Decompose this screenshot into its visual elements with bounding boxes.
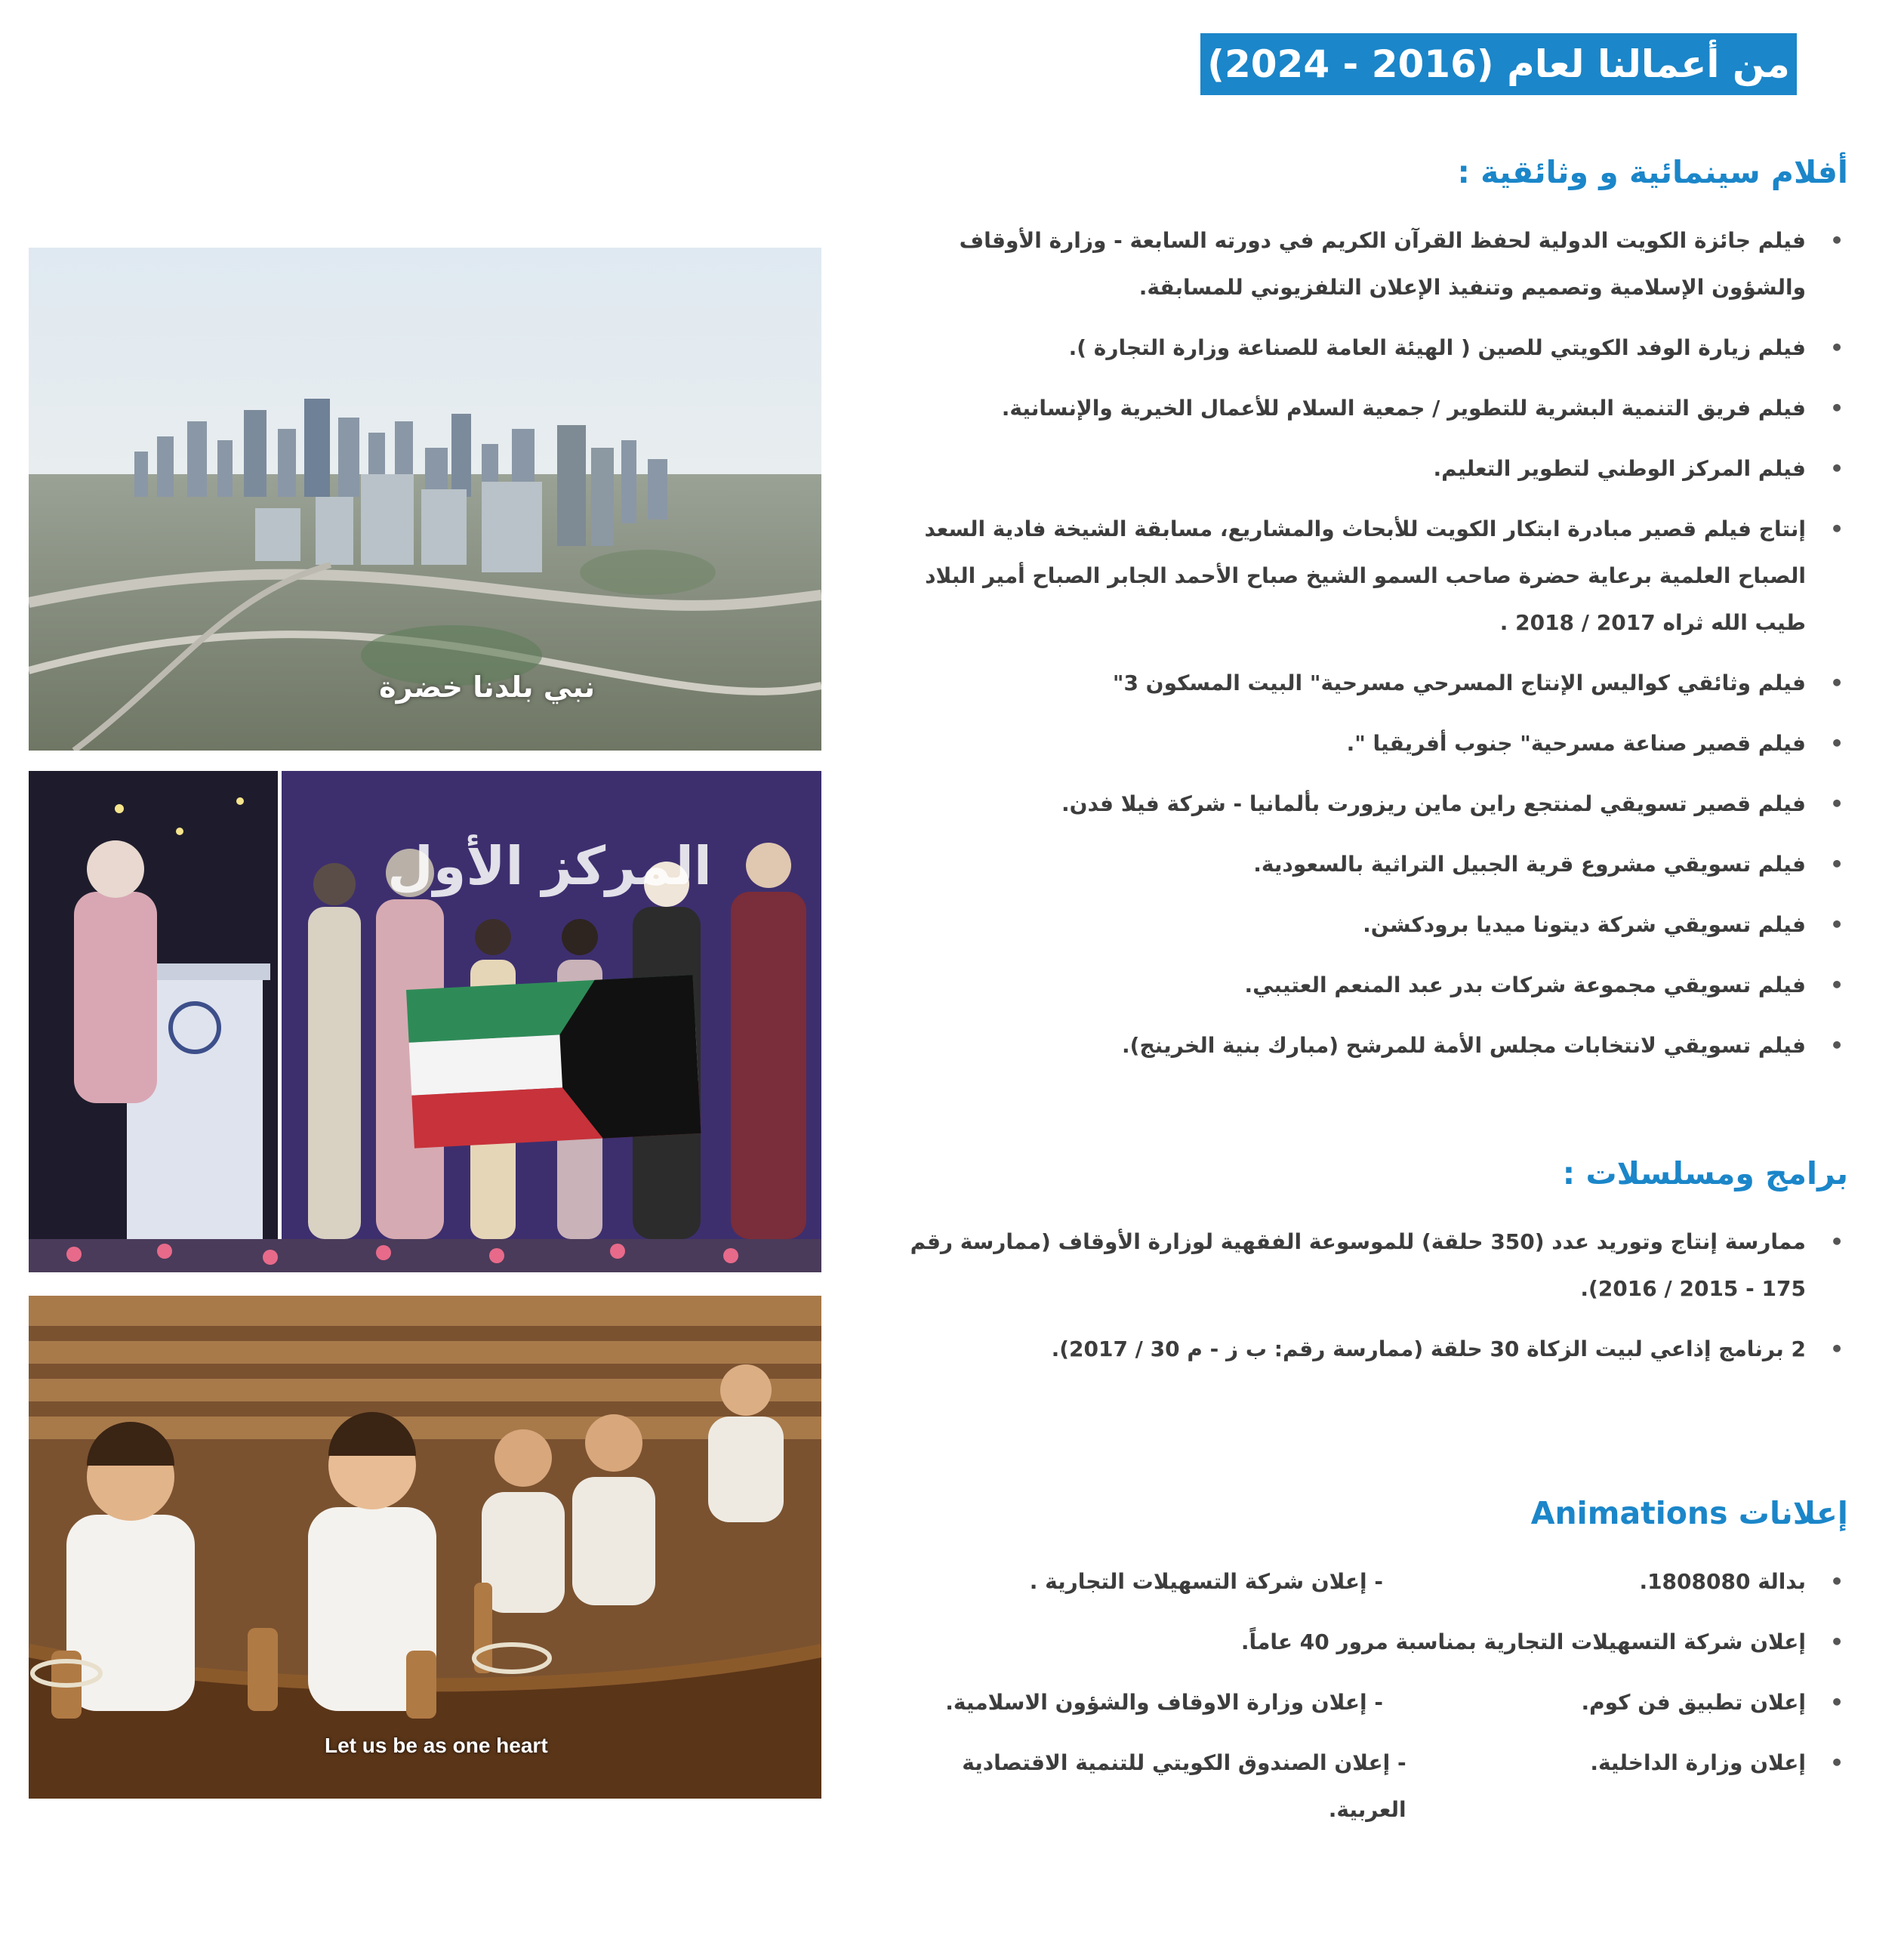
- list-item: [906, 1619, 1848, 1666]
- list-item: • فيلم جائزة الكويت الدولية لحفظ القرآن الكريم في دورته السابعة - وزارة الأوقاف والشؤون الإسلامية وتصميم وتنفيذ الإعلان التلفزيوني للمسابقة.: [906, 217, 1848, 311]
- list-item: • فيلم المركز الوطني لتطوير التعليم.: [906, 445, 1848, 492]
- films-heading: أفلام سينمائية و وثائقية :: [1457, 154, 1848, 190]
- list-item: • فيلم قصير صناعة مسرحية" جنوب أفريقيا ".: [906, 720, 1848, 767]
- list-item: • فيلم زيارة الوفد الكويتي للصين ( الهيئة العامة للصناعة وزارة التجارة ).: [906, 325, 1848, 371]
- list-item: • فيلم وثائقي كواليس الإنتاج المسرحي مسرحية" البيت المسكون 3": [906, 660, 1848, 707]
- boat-photo: [29, 1296, 821, 1799]
- ad-item: • إعلان تطبيق فن كوم.: [1581, 1690, 1806, 1715]
- page-title-banner: [1200, 33, 1797, 148]
- ads-heading: إعلانات Animations: [1530, 1495, 1848, 1531]
- list-item: • فيلم تسويقي لانتخابات مجلس الأمة للمرشح (مبارك بنية الخرينج).: [906, 1022, 1848, 1069]
- programs-list: [906, 1219, 1848, 1373]
- list-item: [906, 1679, 1848, 1726]
- city-skyline-photo: [29, 248, 821, 751]
- ceremony-photo: [29, 771, 821, 1272]
- city-photo-caption: نبي بلدنا خضرة: [379, 671, 595, 704]
- list-item: • ممارسة إنتاج وتوريد عدد (350 حلقة) للموسوعة الفقهية لوزارة الأوقاف (ممارسة رقم 175 - 2015 / 2016).: [906, 1219, 1848, 1312]
- content-column: [906, 151, 1848, 1847]
- ad-item: - إعلان الصندوق الكويتي للتنمية الاقتصادية العربية.: [962, 1750, 1406, 1822]
- ad-item: • إعلان شركة التسهيلات التجارية بمناسبة مرور 40 عاماً.: [1240, 1629, 1806, 1654]
- list-item: • 2 برنامج إذاعي لبيت الزكاة 30 حلقة (ممارسة رقم: ب ز - م 30 / 2017).: [906, 1326, 1848, 1373]
- films-list: [906, 217, 1848, 1069]
- ad-item: • بدالة 1808080.: [1639, 1569, 1806, 1594]
- ad-item: • إعلان وزارة الداخلية.: [1590, 1750, 1806, 1775]
- ad-item: - إعلان شركة التسهيلات التجارية .: [1029, 1569, 1383, 1594]
- list-item: • فيلم تسويقي مشروع قرية الجبيل التراثية بالسعودية.: [906, 841, 1848, 888]
- ceremony-banner-text: المركز الأول: [387, 835, 712, 897]
- ad-item: - إعلان وزارة الاوقاف والشؤون الاسلامية.: [945, 1690, 1383, 1715]
- programs-heading: برامج ومسلسلات :: [1562, 1155, 1848, 1192]
- list-item: • فيلم تسويقي مجموعة شركات بدر عبد المنعم العتيبي.: [906, 962, 1848, 1009]
- list-item: • فيلم فريق التنمية البشرية للتطوير / جمعية السلام للأعمال الخيرية والإنسانية.: [906, 385, 1848, 432]
- boat-photo-caption: Let us be as one heart: [325, 1734, 548, 1757]
- list-item: • إنتاج فيلم قصير مبادرة ابتكار الكويت للأبحاث والمشاريع، مسابقة الشيخة فادية السعد الصباح العلمية برعاية حضرة صاحب السمو الشيخ صباح الأحمد الجابر الصباح أمير البلاد طيب الله ثراه 2017 / 2018 .: [906, 506, 1848, 646]
- list-item: • فيلم تسويقي شركة ديتونا ميديا برودكشن.: [906, 902, 1848, 948]
- list-item: • فيلم قصير تسويقي لمنتجع راين ماين ريزورت بألمانيا - شركة فيلا فدن.: [906, 781, 1848, 828]
- ads-list: [906, 1558, 1848, 1833]
- list-item: [906, 1740, 1848, 1833]
- list-item: [906, 1558, 1848, 1605]
- page-title: من أعمالنا لعام (2016 - 2024) :: [1207, 42, 1790, 148]
